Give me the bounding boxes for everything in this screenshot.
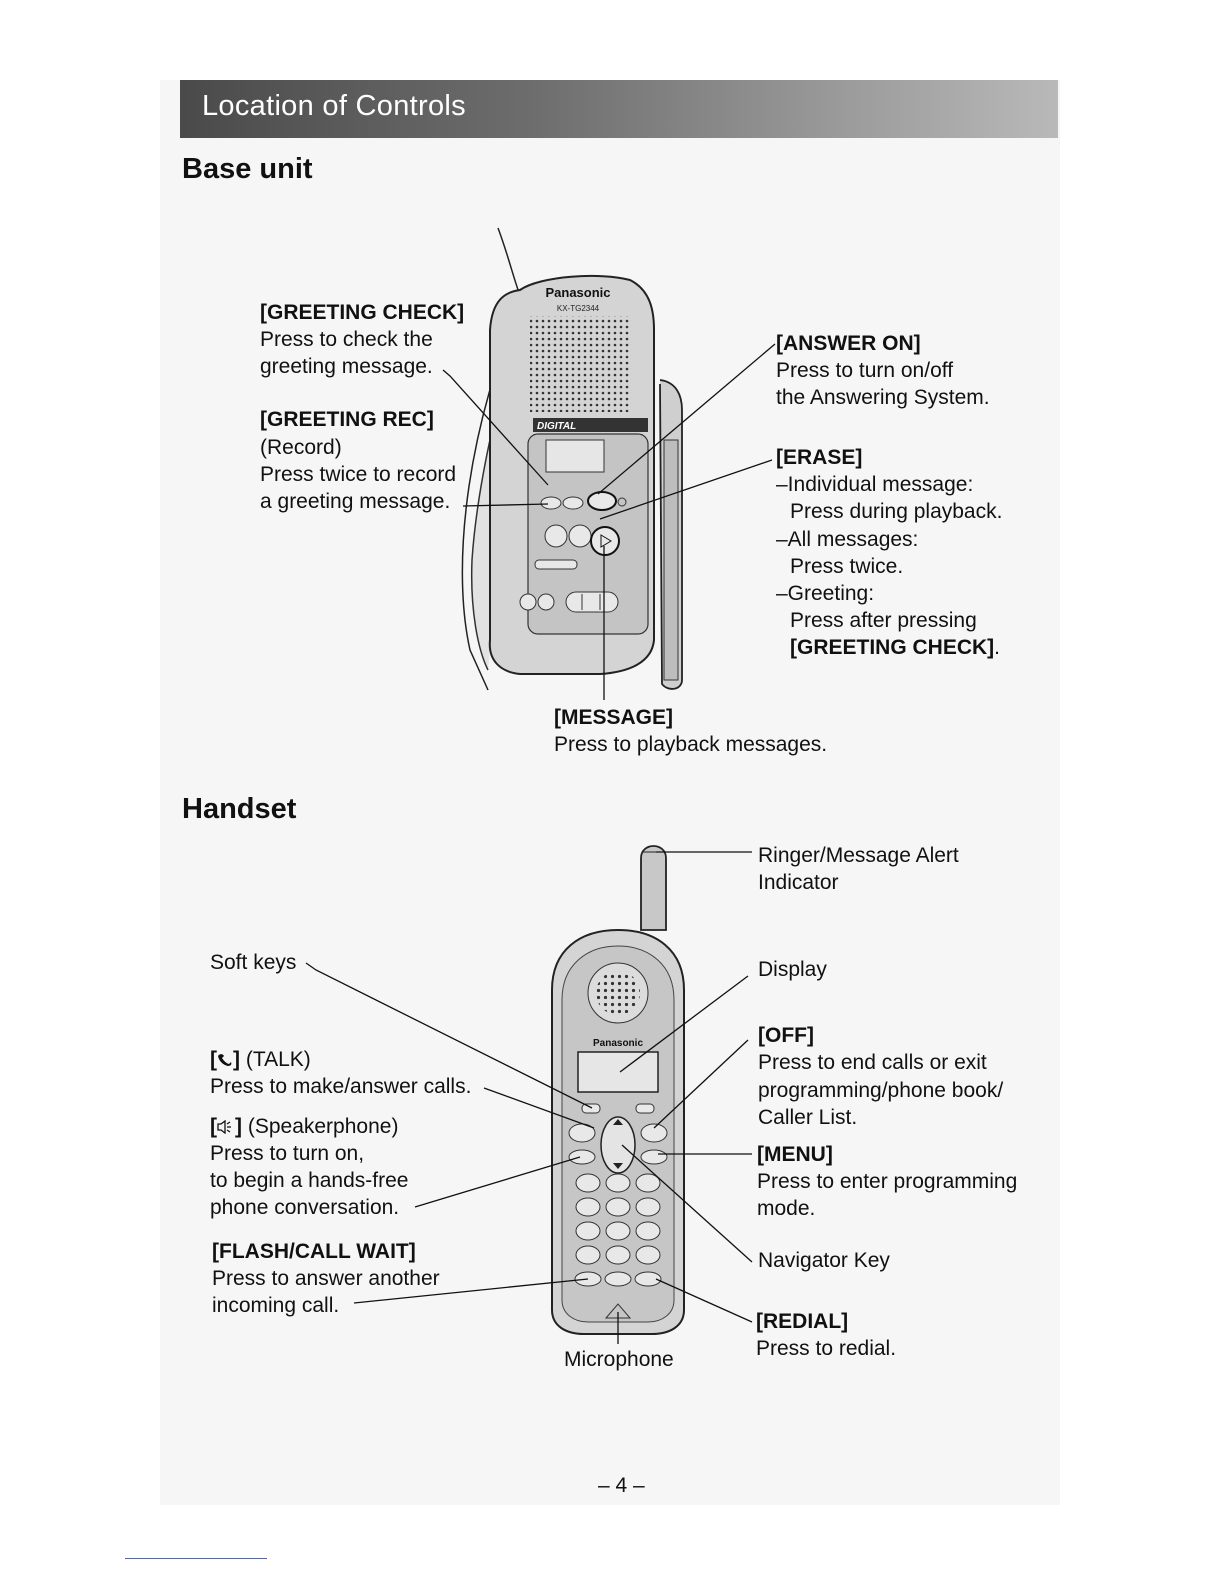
- handset-heading: Handset: [182, 793, 297, 825]
- erase-item-5: –Greeting:: [776, 582, 875, 605]
- erase-label: [ERASE]: [776, 446, 863, 469]
- erase-item-2: Press during playback.: [790, 500, 1003, 523]
- talk-icon: [217, 1047, 233, 1061]
- erase-ref: [776, 634, 1000, 661]
- speakerphone-icon: [217, 1114, 235, 1128]
- talk-suffix: (TALK): [240, 1048, 311, 1071]
- menu-desc-2: mode.: [757, 1197, 816, 1220]
- off-desc-1: Press to end calls or exit: [758, 1051, 987, 1074]
- erase-item-4: Press twice.: [790, 555, 904, 578]
- flash-label: [FLASH/CALL WAIT]: [212, 1240, 416, 1263]
- flash-desc-2: incoming call.: [212, 1294, 340, 1317]
- greeting-rec-label: [GREETING REC]: [260, 408, 434, 431]
- message-label: [MESSAGE]: [554, 706, 674, 729]
- redial-label: [REDIAL]: [756, 1310, 849, 1333]
- erase-item-3: –All messages:: [776, 528, 919, 551]
- greeting-rec-desc-3: a greeting message.: [260, 490, 451, 513]
- greeting-rec-desc-1: (Record): [260, 436, 342, 459]
- page-number: – 4 –: [598, 1474, 645, 1497]
- speaker-bracket-close: ]: [235, 1115, 242, 1138]
- speaker-bracket-open: [: [210, 1115, 217, 1138]
- greeting-check-label: [GREETING CHECK]: [260, 301, 465, 324]
- erase-item-6: Press after pressing: [790, 609, 977, 632]
- display-label: Display: [758, 958, 827, 981]
- greeting-check-desc-1: Press to check the: [260, 328, 433, 351]
- soft-keys-label: Soft keys: [210, 951, 297, 974]
- base-digital-text: DIGITAL: [537, 421, 577, 432]
- answer-on-desc-2: the Answering System.: [776, 386, 990, 409]
- footer-rule: [125, 1558, 267, 1559]
- erase-item-1: –Individual message:: [776, 473, 974, 496]
- answer-on-desc-1: Press to turn on/off: [776, 359, 954, 382]
- greeting-rec-desc-2: Press twice to record: [260, 463, 457, 486]
- ringer-desc-1: Ringer/Message Alert: [758, 844, 959, 867]
- navigator-label: Navigator Key: [758, 1249, 890, 1272]
- microphone-label: Microphone: [564, 1348, 674, 1371]
- off-desc-3: Caller List.: [758, 1106, 858, 1129]
- ringer-desc-2: Indicator: [758, 871, 839, 894]
- base-model-text: KX-TG2344: [556, 304, 600, 313]
- speaker-suffix: (Speakerphone): [242, 1115, 399, 1138]
- answer-on-label: [ANSWER ON]: [776, 332, 921, 355]
- speaker-desc-3: phone conversation.: [210, 1196, 400, 1219]
- talk-label: [210, 1046, 311, 1073]
- speaker-desc-1: Press to turn on,: [210, 1142, 365, 1165]
- erase-ref-suffix: .: [994, 636, 1001, 659]
- erase-ref-label: [GREETING CHECK]: [790, 636, 995, 659]
- speaker-desc-2: to begin a hands-free: [210, 1169, 409, 1192]
- off-desc-2: programming/phone book/: [758, 1079, 1004, 1102]
- greeting-check-desc-2: greeting message.: [260, 355, 433, 378]
- off-label: [OFF]: [758, 1024, 814, 1047]
- speaker-label: [210, 1113, 398, 1140]
- base-unit-illustration: [462, 228, 682, 690]
- menu-desc-1: Press to enter programming: [757, 1170, 1018, 1193]
- talk-bracket-close: ]: [233, 1048, 240, 1071]
- base-brand-text: Panasonic: [545, 285, 611, 300]
- handset-brand-text: Panasonic: [592, 1038, 644, 1049]
- flash-desc-1: Press to answer another: [212, 1267, 440, 1290]
- talk-bracket-open: [: [210, 1048, 217, 1071]
- redial-desc: Press to redial.: [756, 1337, 897, 1360]
- base-unit-heading: Base unit: [182, 153, 313, 185]
- message-desc: Press to playback messages.: [554, 733, 828, 756]
- handset-illustration: [552, 846, 684, 1334]
- menu-label: [MENU]: [757, 1143, 833, 1166]
- page-title: Location of Controls: [202, 90, 466, 122]
- talk-desc: Press to make/answer calls.: [210, 1075, 472, 1098]
